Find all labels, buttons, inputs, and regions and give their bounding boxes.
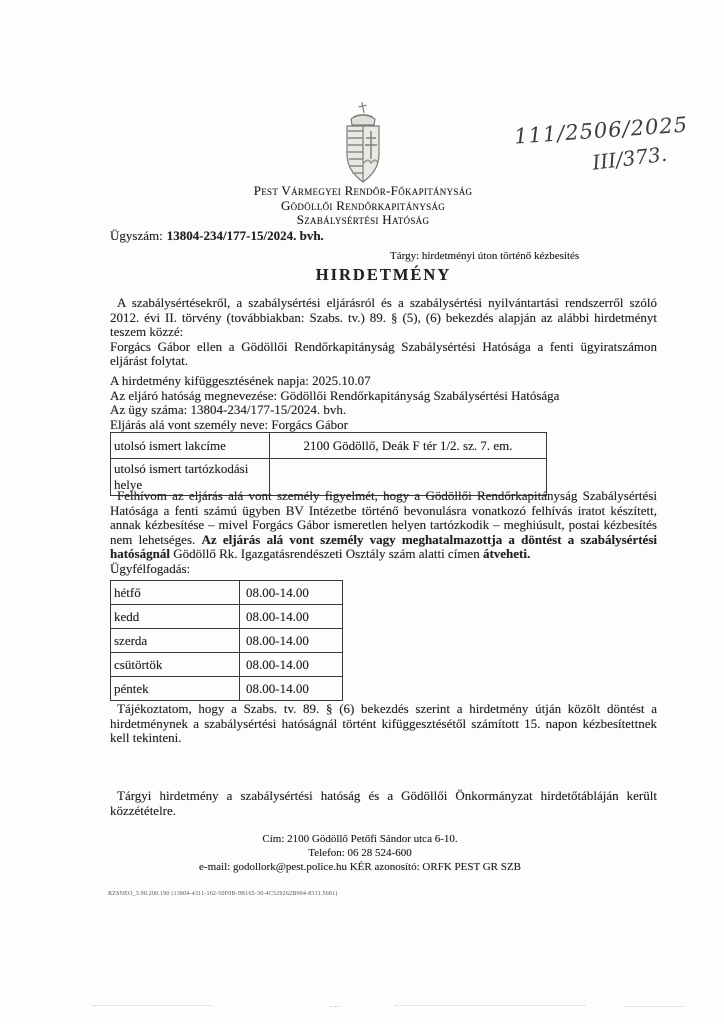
office-hours-label: Ügyfélfogadás: bbox=[110, 560, 191, 576]
handwritten-annotation bbox=[513, 112, 704, 175]
intro-paragraph: A szabálysértésekről, a szabálysértési eljárásról és a szabálysértési nyilvántartási rendszerről szóló 2012. évi II. törvény (továbbiakban: Szabs. tv.) 89. § (5), (6) bekezdés alapján az alábbi hirdetményt teszem közzé: bbox=[110, 295, 657, 340]
publication-paragraph: Tárgyi hirdetmény a szabálysértési hatóság és a Gödöllői Önkormányzat hirdetőtábláján került közzétételre. bbox=[110, 788, 657, 818]
scan-artifact bbox=[92, 1002, 212, 1006]
day-cell: csütörtök bbox=[111, 653, 240, 677]
table-row bbox=[111, 581, 343, 605]
intro-section bbox=[110, 296, 657, 369]
notice-paragraph bbox=[110, 489, 657, 562]
scan-artifact bbox=[625, 1003, 685, 1007]
notice-bold-2: átveheti. bbox=[482, 546, 531, 562]
residence-label: utolsó ismert tartózkodási helye bbox=[111, 459, 270, 496]
scan-artifact bbox=[330, 1003, 340, 1007]
notice-section bbox=[110, 489, 657, 577]
handwritten-number-2: III/373. bbox=[590, 141, 669, 175]
org-name-line3: Szabálysértési Hatóság bbox=[296, 212, 430, 228]
table-row bbox=[111, 677, 343, 701]
posting-date-line: A hirdetmény kifüggesztésének napja: 2025.10.07 bbox=[110, 373, 371, 388]
day-cell: péntek bbox=[111, 677, 240, 701]
scan-artifact bbox=[395, 1002, 585, 1006]
table-row bbox=[111, 653, 343, 677]
hungarian-coat-of-arms-icon bbox=[339, 101, 387, 185]
time-cell: 08.00-14.00 bbox=[240, 581, 343, 605]
document-title: HIRDETMÉNY bbox=[315, 265, 452, 284]
day-cell: szerda bbox=[111, 629, 240, 653]
time-cell: 08.00-14.00 bbox=[240, 677, 343, 701]
deemed-delivery-section bbox=[110, 702, 657, 746]
subject-line: Tárgy: hirdetményi úton történő kézbesítés bbox=[390, 250, 580, 262]
procedure-paragraph: Forgács Gábor ellen a Gödöllői Rendőrkapitányság Szabálysértési Hatósága a fenti ügyiratszámon eljárást folytat. bbox=[110, 338, 657, 369]
time-cell: 08.00-14.00 bbox=[240, 629, 343, 653]
address-label: utolsó ismert lakcíme bbox=[111, 433, 270, 459]
case-details bbox=[110, 374, 657, 432]
footer-phone: Telefon: 06 28 524-600 bbox=[308, 847, 412, 859]
notice-text-2: Gödöllő Rk. Igazgatásrendészeti Osztály szám alatti címen bbox=[173, 546, 483, 562]
table-row bbox=[111, 433, 547, 459]
person-name-line: Eljárás alá vont személy neve: Forgács Gábor bbox=[110, 416, 349, 432]
deemed-delivery-paragraph: Tájékoztatom, hogy a Szabs. tv. 89. § (6) bekezdés szerint a hirdetmény útján közölt döntést a hirdetménynek a szabálysértési hatóságnál történt kifüggesztésétől számított 15. napon kézbesítettnek kell tekinteni. bbox=[110, 701, 657, 746]
day-cell: kedd bbox=[111, 605, 240, 629]
time-cell: 08.00-14.00 bbox=[240, 605, 343, 629]
case-number-label: Ügyszám: bbox=[110, 228, 163, 243]
day-cell: hétfő bbox=[111, 581, 240, 605]
case-number-line bbox=[110, 228, 324, 244]
office-hours-table bbox=[110, 580, 343, 701]
footer-address: Cím: 2100 Gödöllő Petőfi Sándor utca 6-10. bbox=[262, 833, 458, 845]
publication-section bbox=[110, 789, 657, 818]
org-name-line1: Pest Vármegyei Rendőr-Főkapitányság bbox=[253, 183, 473, 198]
case-id-line: Az ügy száma: 13804-234/177-15/2024. bvh. bbox=[110, 402, 347, 418]
case-number-value: 13804-234/177-15/2024. bvh. bbox=[166, 228, 324, 243]
contact-footer bbox=[110, 832, 610, 874]
notice-bold-1: Az eljárás alá vont személy vagy meghatalmazottja a döntést a szabálysértési hatóságnál bbox=[110, 531, 657, 562]
address-table bbox=[110, 432, 547, 496]
address-value: 2100 Gödöllő, Deák F tér 1/2. sz. 7. em. bbox=[270, 433, 547, 459]
system-code: RZSNEO_3.90.200.190 (13804-4311-162-50F0B-9B165-30-4C529262B904-8311.5681) bbox=[108, 891, 338, 897]
handwritten-number-1: 111/2506/2025 bbox=[513, 112, 689, 149]
notice-text-1: Felhívom az eljárás alá vont személy figyelmét, hogy a Gödöllői Rendőrkapitányság Szabálysértési Hatósága a fenti számú ügyben BV Intézetbe történő bevonulásra vonatkozó felhívás iratot készített, annak kézbesítése – mivel Forgács Gábor ismeretlen helyen tartózkodik – meghiúsult, postai kézbesítés nem lehetséges. bbox=[110, 488, 657, 547]
org-name-line2: Gödöllői Rendőrkapitányság bbox=[280, 197, 446, 213]
table-row bbox=[111, 629, 343, 653]
time-cell: 08.00-14.00 bbox=[240, 653, 343, 677]
letterhead bbox=[110, 184, 616, 228]
footer-email: e-mail: godollork@pest.police.hu KÉR azonosító: ORFK PEST GR SZB bbox=[199, 861, 521, 873]
authority-line: Az eljáró hatóság megnevezése: Gödöllői Rendőrkapitányság Szabálysértési Hatósága bbox=[110, 387, 560, 403]
table-row bbox=[111, 605, 343, 629]
